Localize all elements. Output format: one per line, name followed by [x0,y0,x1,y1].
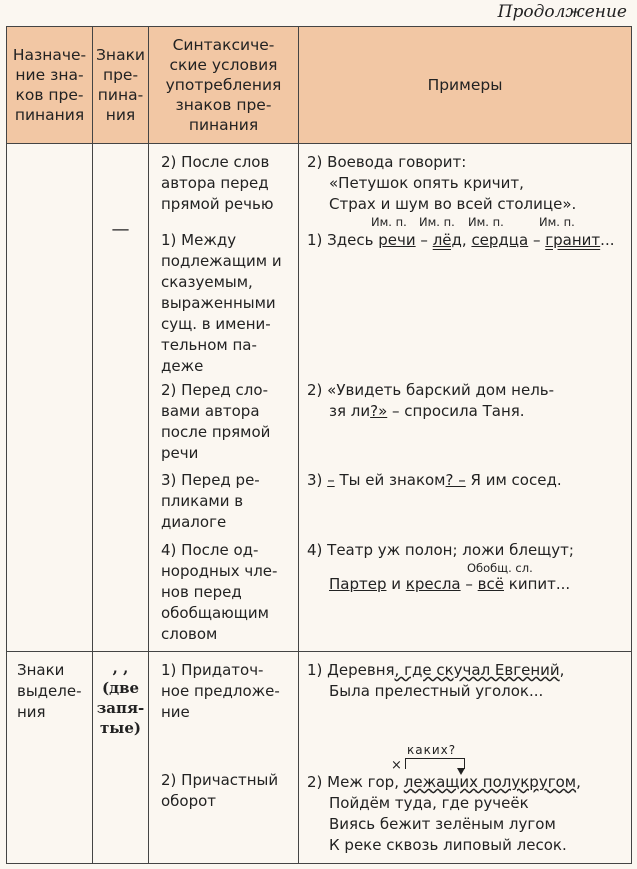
comma-examples-cell [299,652,632,864]
condition-before-author: 2) Перед сло-вами автора после прямой речи [161,381,271,462]
comma-mark-cell [93,652,149,864]
case-label: Им. п. [468,215,504,229]
cross-mark: × [391,758,402,773]
header-marks: Знаки пре-пина-ния [93,27,149,144]
comma-purpose-cell [7,652,93,864]
condition-generalizing-word: 4) После од-нородных чле-нов перед обобщающим словом [161,541,278,643]
comma-conditions-cell [149,652,299,864]
continuation-label: Продолжение [497,2,627,22]
example-participial-phrase: каких? × 2) Меж гор, лежащих полукругом, Пойдём туда, где ручеёк Виясь бежит зелёным лугом К реке сквозь липовый лесок. [307,743,581,854]
case-label: Им. п. [419,215,455,229]
example-generalizing-word: 4) Театр уж полон; ложи блещут; Обобщ. сл. Партер и кресла – всё кипит... [307,541,574,593]
condition-direct-speech: 2) После слов автора перед прямой речью [161,153,274,213]
subject-word: речи [378,231,416,249]
comma-mark: , , (две запя-тые) [96,659,145,737]
condition-dialogue: 3) Перед ре-пликами в диалоге [161,471,260,531]
example-before-author: 2) «Увидеть барский дом нель- зя ли?» – спросила Таня. [307,381,555,420]
predicate-word: гранит [545,231,601,249]
dash-purpose-cell [7,144,93,652]
header-examples: Примеры [299,27,632,144]
question-arrow [405,758,465,769]
condition-participial-phrase: 2) Причастный оборот [161,771,279,810]
dash-mark: — [111,219,130,240]
dash-section-row [7,144,632,652]
example-subject-predicate: Им. п. Им. п. Им. п. Им. п. 1) Здесь речи – лёд, сердца – гранит... [307,215,615,249]
condition-subordinate-clause: 1) Придаточ-ное предложе-ние [161,661,280,721]
question-label: каких? [407,743,457,757]
generalizing-label: Обобщ. сл. [467,561,533,575]
predicate-word: лёд [432,231,462,249]
example-subordinate-clause: 1) Деревня, где скучал Евгений, Была прелестный уголок... [307,661,565,700]
case-label: Им. п. [539,215,575,229]
purpose-label: Знаки выделе-ния [17,661,82,721]
condition-subject-predicate: 1) Между подлежащим и сказуемым, выраженными сущ. в имени-тельном па-деже [161,231,282,375]
punctuation-table [6,26,632,864]
header-conditions: Синтаксиче-ские условия употребления знаков пре-пинания [149,27,299,144]
example-direct-speech: 2) Воевода говорит: «Петушок опять кричит, Страх и шум во всей столице». [307,153,577,213]
header-row [7,27,632,144]
dash-examples-cell [299,144,632,652]
case-label: Им. п. [371,215,407,229]
comma-section-row [7,652,632,864]
example-dialogue: 3) – Ты ей знаком? – Я им сосед. [307,471,562,489]
dash-mark-cell [93,144,149,652]
header-purpose: Назначе-ние зна-ков пре-пинания [7,27,93,144]
dash-conditions-cell [149,144,299,652]
subject-word: сердца [471,231,529,249]
